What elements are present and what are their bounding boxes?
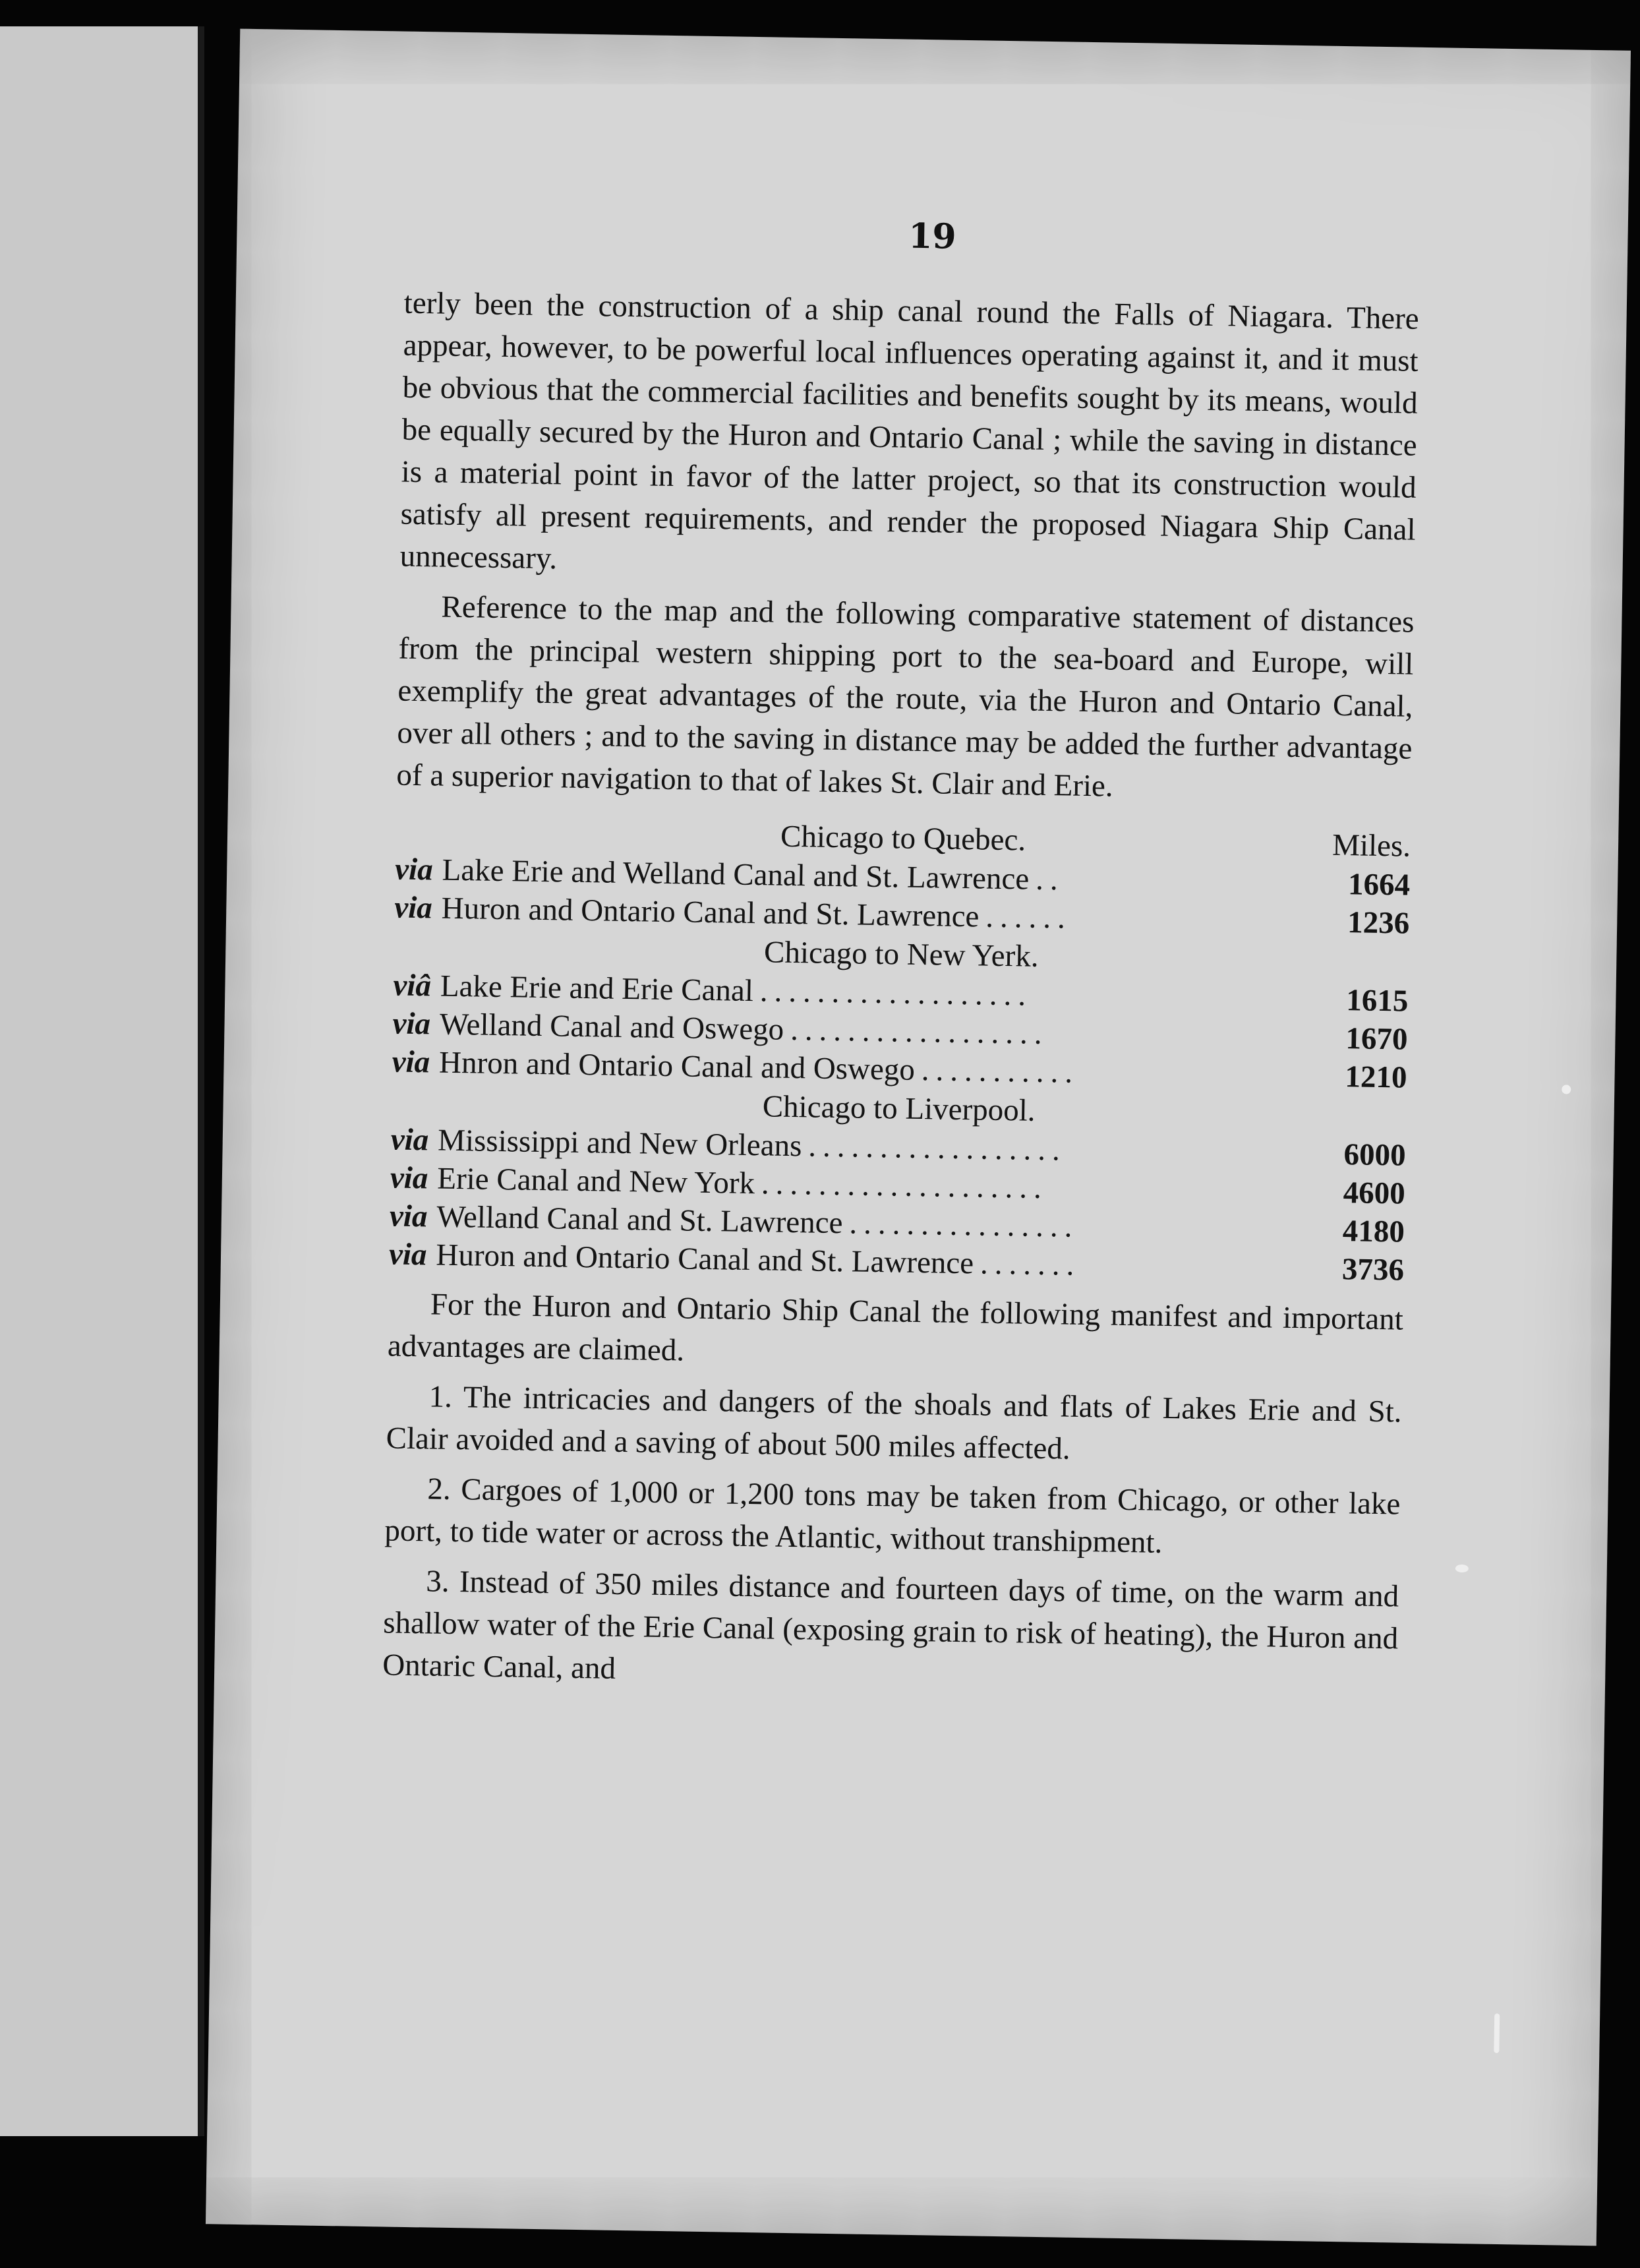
route-miles: 1664: [1347, 867, 1411, 903]
dot-leader: ..................: [790, 1012, 1049, 1052]
route-miles: 1236: [1347, 905, 1410, 941]
route-name: Welland Canal and Oswego: [439, 1007, 784, 1047]
route-name: Welland Canal and St. Lawrence: [436, 1199, 843, 1241]
via-label: via: [390, 1160, 428, 1196]
claim-item: 3. Instead of 350 miles distance and fourteen days of time, on the warm and shallow water of the Erie Canal (exposing grain to risk of heating), the Huron and Ontaric Canal, and: [382, 1564, 1399, 1686]
scan-speck: [1562, 1085, 1571, 1094]
scan-speck: [1455, 1565, 1469, 1572]
dot-leader: ....................: [761, 1166, 1049, 1206]
route-miles: 1210: [1345, 1059, 1407, 1095]
via-label: viâ: [393, 968, 432, 1003]
via-label: via: [392, 1044, 430, 1080]
dot-leader: .......: [980, 1246, 1081, 1282]
claim-item: 1. The intricacies and dangers of the shoals and flats of Lakes Erie and St. Clair avoided and a saving of about 500 miles affected.: [386, 1379, 1402, 1466]
route-miles: 4600: [1343, 1176, 1406, 1211]
paragraph-reference: Reference to the map and the following comparative statement of distances from the principal western shipping port to the sea-board and Europe, will exemplify the great advantages of the route, via the Huron and Ontario Canal, over all others ; and to the saving in distance may be added the further advantage of a superior navigation to that of lakes St. Clair and Erie.: [396, 589, 1415, 804]
table-heading-text: Chicago to Liverpool.: [762, 1089, 1036, 1128]
route-miles: 4180: [1342, 1214, 1405, 1249]
route-miles: 1670: [1345, 1021, 1408, 1057]
claim-item: 2. Cargoes of 1,000 or 1,200 tons may be taken from Chicago, or other lake port, to tide water or across the Atlantic, without transhipment.: [384, 1472, 1401, 1560]
book-page: [206, 29, 1631, 2246]
dot-leader: ...........: [921, 1053, 1080, 1090]
table-heading-text: Chicago to New Yerk.: [763, 935, 1039, 974]
paragraph-continuation: terly been the construction of a ship canal round the Falls of Niagara. There appear, however, to be powerful local influences operating against it, and it must be obvious that the commercial facilities and benefits sought by its means, would be equally secured by the Huron and Ontario Canal ; while the saving in distance is a material point in favor of the latter project, so that its construction would satisfy all present requirements, and render the proposed Niagara Ship Canal unnecessary.: [399, 285, 1419, 576]
via-label: via: [392, 1006, 431, 1042]
route-miles: 1615: [1345, 983, 1409, 1019]
route-name: Huron and Ontario Canal and St. Lawrence: [436, 1238, 974, 1281]
dot-leader: ..................: [808, 1129, 1067, 1168]
dot-leader: ......: [985, 899, 1072, 936]
scan-speck: [1494, 2014, 1500, 2053]
via-label: via: [394, 890, 433, 926]
via-label: via: [394, 852, 434, 887]
previous-page-edge: [0, 26, 204, 2136]
dot-leader: ...................: [759, 974, 1033, 1013]
table-heading-text: Chicago to Quebec.: [780, 819, 1026, 858]
dot-leader: ..: [1035, 862, 1065, 897]
claims-intro: For the Huron and Ontario Ship Canal the following manifest and important advantages are claimed.: [387, 1287, 1404, 1368]
via-label: via: [389, 1199, 428, 1234]
dot-leader: ................: [849, 1206, 1079, 1244]
route-name: Lake Erie and Erie Canal: [440, 969, 754, 1009]
route-name: Huron and Ontario Canal and St. Lawrence: [441, 891, 980, 934]
route-miles: 6000: [1343, 1137, 1407, 1173]
miles-column-header: Miles.: [1332, 827, 1411, 864]
route-name: Mississippi and New Orleans: [437, 1123, 802, 1164]
route-name: Lake Erie and Welland Canal and St. Lawrence: [442, 852, 1030, 897]
route-name: Hnron and Ontario Canal and Oswego: [438, 1045, 916, 1087]
via-label: via: [390, 1122, 429, 1158]
via-label: via: [388, 1237, 427, 1272]
route-miles: 3736: [1341, 1252, 1405, 1288]
distance-tables: [389, 810, 1411, 1289]
page-number: 19: [908, 216, 957, 257]
page-body: [382, 282, 1419, 1710]
route-name: Erie Canal and New York: [436, 1161, 755, 1201]
